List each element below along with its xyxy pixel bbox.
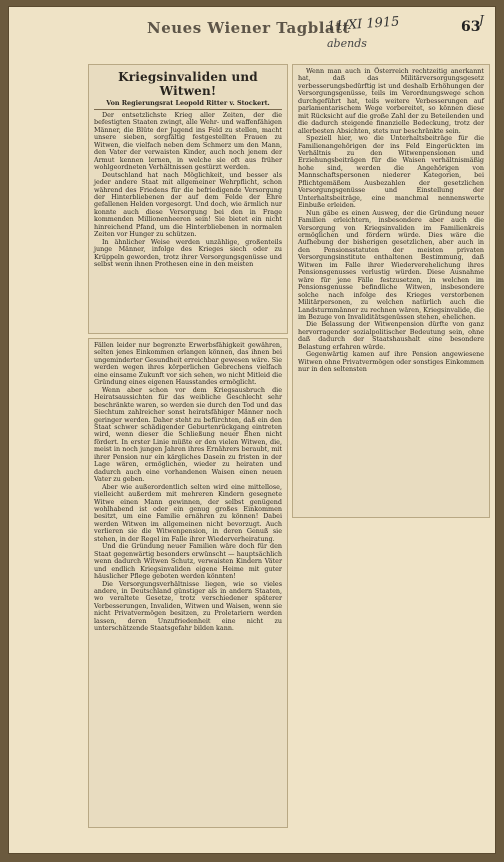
article-headline: Kriegsinvaliden und Witwen! xyxy=(118,70,258,98)
archive-card xyxy=(8,6,496,854)
clipping-column-1-bottom xyxy=(89,339,287,827)
paragraph: Fällen leider nur begrenzte Erwerbsfähigkeit gewähren, selten jenes Einkommen erlangen können, das ihnen bei ungeminderter Gesundheit erreichbar gewesen wäre. Sie werden wegen ihres körperlichen Gebrechens vielfach eine einsame Zukunft vor sich sehen, wo nicht Mitleid die Gründung eines eigenen Hausstandes ermöglicht. xyxy=(94,341,282,387)
paragraph: Der entsetzlichste Krieg aller Zeiten, der die befestigten Staaten zwingt, alle Wehr- und waffenfähigen Männer, die Blüte der Jugend ins Feld zu stellen, macht unsere sieben, sorgfältig festgestellten Frauen zu Witwen, die vielfach neben dem Schmerz um den Mann, den Vater der verwaisten Kinder, auch noch jenem der Armut kennen lernen, in welche sie oft aus früher wohlgeordneten Verhältnissen gestürzt werden. xyxy=(94,111,282,172)
paragraph: Deutschland hat nach Möglichkeit, und besser als jeder andere Staat mit allgemeiner Wehrpflicht, schon während des Friedens für die befriedigende Versorgung der Hinterbliebenen der auf dem Felde der Ehre gefallenen Helden vorgesorgt. Und doch, wie ärmlich nur konnte auch diese Versorgung bei den in Frage kommenden Millionenheeren sein! Sie bietet ein nicht hinreichend Pfand, um die Hinterbliebenen in normalen Zeiten vor Hunger zu schützen. xyxy=(94,170,282,239)
paragraph: Und die Gründung neuer Familien wäre doch für den Staat gegenwärtig besonders erwünscht — hauptsächlich wenn dadurch Witwen Schutz, verwaisten Kindern Väter und endlich Kriegsinvaliden eigene Heime mit guter häuslicher Pflege geboten werden könnten! xyxy=(94,542,282,581)
newspaper-title: Neues Wiener Tagblatt xyxy=(147,19,350,37)
article-byline: Von Regierungsrat Leopold Ritter v. Stockert. xyxy=(106,99,270,107)
paragraph: Wenn man auch in Österreich rechtzeitig anerkannt hat, daß das Militärversorgungsgesetz verbesserungsbedürftig ist und deshalb Erhöhungen der Versorgungsgenüsse, teils im Verordnungswege schon durchgeführt hat, teils weitere Verbesserungen auf parlamentarischem Wege vorbereitet, so können diese mit Rücksicht auf die große Zahl der zu Beteilenden und die dadurch steigende finanzielle Bedeckung, trotz der allerbesten Absichten, stets nur beschränkte sein. xyxy=(298,67,484,135)
clipping-column-2 xyxy=(293,65,489,517)
masthead xyxy=(9,13,497,51)
page-number: 63 xyxy=(461,19,481,35)
paragraph: Aber wie außerordentlich selten wird eine mittellose, vielleicht außerdem mit mehreren Kindern gesegnete Witwe einen Mann gewinnen, der selbst genügend wohlhabend ist oder ein genug großes Einkommen besitzt, um eine Familie ernähren zu können! Dabei werden Witwen im allgemeinen nicht bevorzugt. Auch verlieren sie die Witwenpension, in deren Genuß sie stehen, in der Regel im Falle ihrer Wiederverheiratung. xyxy=(94,482,282,543)
paragraph: Wenn aber schon vor dem Kriegsausbruch die Heiratsaussichten für das weibliche Geschlecht sehr beschränkte waren, so werden sie durch den Tod und das Siechtum zahlreicher sonst heiratsfähiger Männer noch geringer werden. Daher steht zu befürchten, daß ein den Staat schwer schädigender Geburtenrückgang eintreten wird, wenn dieser die Schließung neuer Ehen nicht fördert. In erster Linie müßte er den vielen Witwen, die, meist in noch jungen Jahren ihres Ernährers beraubt, mit ihrer Pension nur ein kärgliches Dasein zu fristen in der Lage wären, ermöglichen, wieder zu heiraten und dadurch auch eine vorhandenen Waisen einen neuen Vater zu geben. xyxy=(94,385,282,484)
handwritten-date: 11/XI 1915 xyxy=(326,14,400,35)
paragraph: Die Versorgungsverhältnisse liegen, wie so vieles andere, in Deutschland günstiger als in andern Staaten, wo veraltete Gesetze, trotz verschiedener späterer Verbesserungen, Invaliden, Witwen und Waisen, wenn sie nicht Privatvermögen besitzen, zu Proletariern werden lassen, deren Unzufriedenheit eine nicht zu unterschätzende Staatsgefahr bilden kann. xyxy=(94,579,282,633)
handwritten-edition: abends xyxy=(327,37,367,50)
byline-divider xyxy=(94,109,282,110)
paragraph: In ähnlicher Weise werden unzählige, großenteils junge Männer, infolge des Krieges siech oder zu Krüppeln geworden, trotz ihrer Versorgungsgenüsse und selbst wenn ihnen Prothesen eine in den meisten xyxy=(94,237,282,269)
paragraph: Die Belassung der Witwenpension dürfte von ganz hervorragender sozialpolitischer Bedeutung sein, ohne daß dadurch der Staatshaushalt eine besondere Belastung erfahren würde. xyxy=(298,320,484,351)
paragraph: Gegenwärtig kamen auf ihre Pension angewiesene Witwen ohne Privatvermögen oder sonstiges Einkommen nur in den seltensten xyxy=(298,350,484,374)
archive-mark: J xyxy=(479,13,484,27)
paragraph: Speziell hier, wo die Unterhaltsbeiträge für die Familienangehörigen der ins Feld Eingerückten im Verhältnis zu den Witwenpensionen und Erziehungsbeiträgen für die Waisen verhältnismäßig hohe sind, werden die Angehörigen von Mannschaftspersonen niederer Kategorien, bei Pflichtgemäßem Ausbezahlen der gesetzlichen Versorgungsgenüsse und Einstellung der Unterhaltsbeiträge, eine manchmal nennenswerte Einbuße erleiden. xyxy=(298,134,484,210)
paragraph: Nun gäbe es einen Ausweg, der die Gründung neuer Familien erleichtern, insbesondere aber auch die Versorgung von Kriegsinvaliden im Familienkreis ermöglichen und fördern würde. Dies wäre die Aufhebung der bisherigen gesetzlichen, aber auch in den Pensionsstatuten der meisten privaten Versorgungsinstitute enthaltenen Bestimmung, daß Witwen im Falle ihrer Wiederverehelichung ihres Pensionsgenusses verlustig würden. Diese Ausnahme wäre für jene Fälle festzusetzen, in welchen im Pensionsgenusse befindliche Witwen, insbesondere solche nach infolge des Krieges verstorbenen Militärpersonen, zu welchen natürlich auch die Landsturmmänner zu rechnen wären, Kriegsinvalide, die im Bezuge von Invaliditätsgenüssen stehen, ehelichen. xyxy=(298,208,484,321)
clipping-column-1-top xyxy=(89,65,287,333)
